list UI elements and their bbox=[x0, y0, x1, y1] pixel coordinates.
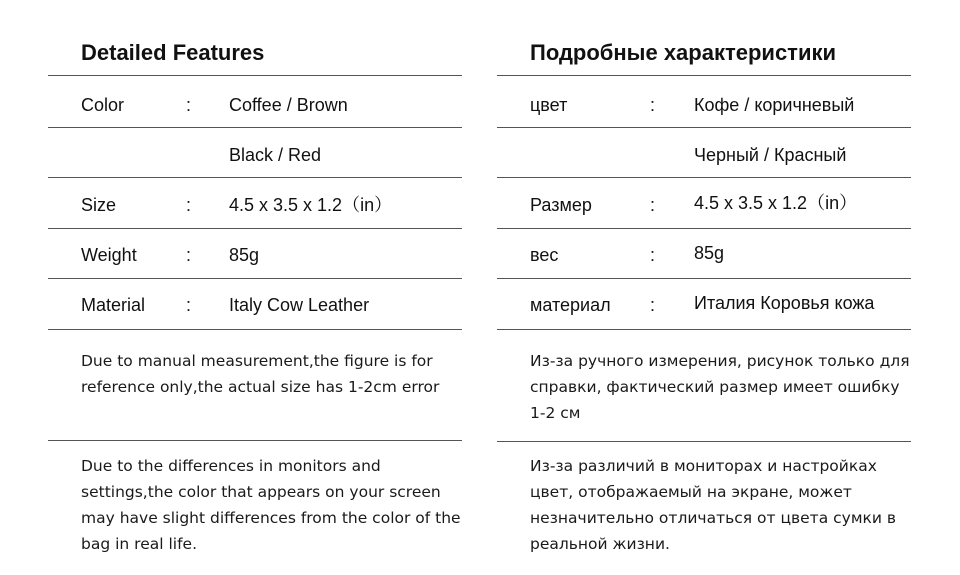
spec-separator: : bbox=[186, 295, 192, 315]
divider bbox=[48, 177, 462, 178]
spec-value: Черный / Красный bbox=[694, 145, 847, 165]
divider bbox=[497, 278, 911, 279]
divider bbox=[497, 127, 911, 128]
spec-value: Coffee / Brown bbox=[229, 95, 348, 115]
spec-value: 85g bbox=[694, 243, 725, 263]
spec-separator: : bbox=[186, 245, 192, 265]
divider bbox=[497, 329, 911, 330]
divider bbox=[497, 75, 911, 76]
divider bbox=[48, 75, 462, 76]
spec-value: 85g bbox=[229, 245, 260, 265]
divider bbox=[48, 440, 462, 441]
divider bbox=[497, 228, 911, 229]
spec-label: Material bbox=[81, 295, 146, 315]
spec-value: Italy Cow Leather bbox=[229, 295, 370, 315]
divider bbox=[48, 329, 462, 330]
spec-label: Color bbox=[81, 95, 125, 115]
spec-label: материал bbox=[530, 295, 611, 315]
spec-separator: : bbox=[650, 295, 656, 315]
measurement-note: Due to manual measurement,the figure is for reference only,the actual size has 1-2cm error bbox=[81, 352, 440, 396]
divider bbox=[48, 278, 462, 279]
spec-separator: : bbox=[186, 95, 192, 115]
spec-label: Size bbox=[81, 195, 117, 215]
color-note: Due to the differences in monitors and settings,the color that appears on your screen may have slight differences from the color of the bag in real life. bbox=[81, 457, 461, 553]
spec-label: вес bbox=[530, 245, 559, 265]
spec-separator: : bbox=[186, 195, 192, 215]
color-note: Из-за различий в мониторах и настройках цвет, отображаемый на экране, может незначительно отличаться от цвета сумки в реальной жизни. bbox=[530, 457, 897, 553]
spec-separator: : bbox=[650, 195, 656, 215]
divider bbox=[48, 127, 462, 128]
spec-label: Размер bbox=[530, 195, 592, 215]
spec-separator: : bbox=[650, 245, 656, 265]
divider bbox=[48, 228, 462, 229]
section-title: Подробные характеристики bbox=[530, 40, 837, 65]
spec-value: 4.5 x 3.5 x 1.2（in） bbox=[694, 193, 858, 213]
spec-label: Weight bbox=[81, 245, 137, 265]
spec-value: Black / Red bbox=[229, 145, 322, 165]
spec-value: 4.5 x 3.5 x 1.2（in） bbox=[229, 195, 393, 215]
divider bbox=[497, 177, 911, 178]
section-title: Detailed Features bbox=[81, 40, 265, 65]
divider bbox=[497, 441, 911, 442]
spec-value: Кофе / коричневый bbox=[694, 95, 855, 115]
spec-value: Италия Коровья кожа bbox=[694, 293, 875, 313]
spec-label: цвет bbox=[530, 95, 568, 115]
spec-separator: : bbox=[650, 95, 656, 115]
measurement-note: Из-за ручного измерения, рисунок только для справки, фактический размер имеет ошибку 1-2 см bbox=[530, 352, 910, 422]
